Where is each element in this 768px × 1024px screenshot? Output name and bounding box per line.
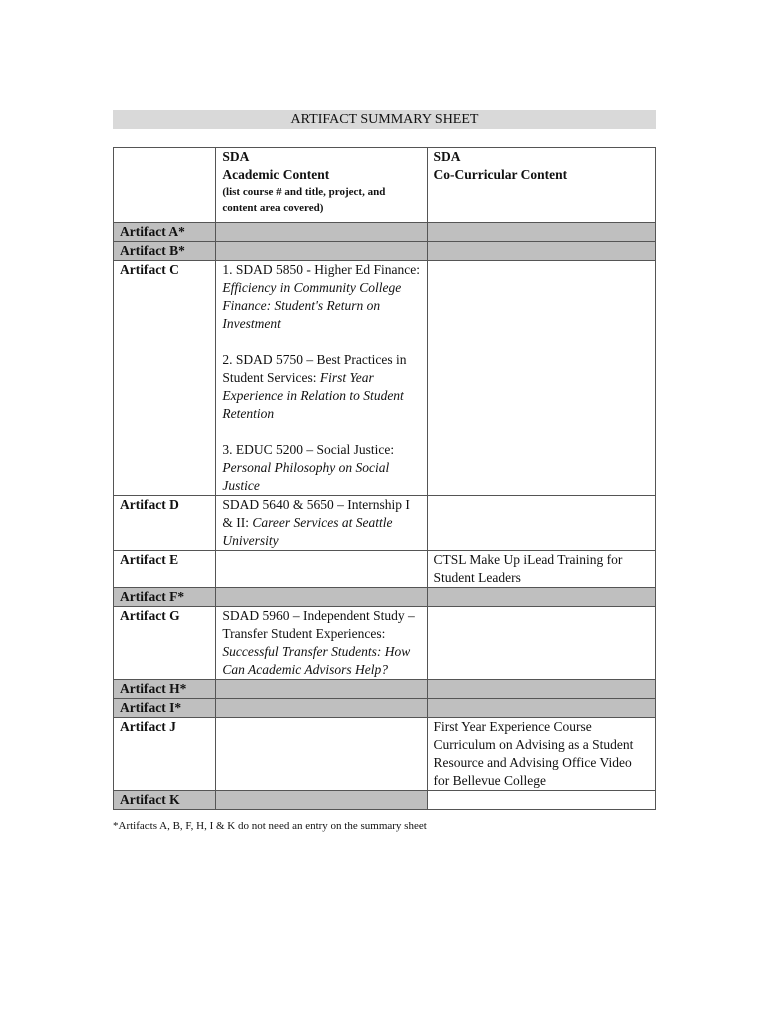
artifact-i-academic [216,699,427,718]
artifact-c-cocurricular [427,261,655,496]
table-row-artifact-h [114,680,656,699]
artifact-c-entry-1-title: Efficiency in Community College Finance: Student's Return on Investment [222,280,402,331]
header-academic-instructions: (list course # and title, project, and content area covered) [222,186,386,214]
artifact-c-label: Artifact C [114,261,216,496]
artifact-g-label: Artifact G [114,607,216,680]
artifact-e-academic [216,551,427,588]
artifact-summary-table [113,147,656,810]
artifact-d-cocurricular [427,496,655,551]
header-academic-cell [216,148,427,223]
artifact-c-academic [216,261,427,496]
artifact-i-cocurricular [427,699,655,718]
table-header-row [114,148,656,223]
artifact-g-course: SDAD 5960 – Independent Study – Transfer Student Experiences: [222,608,415,641]
artifact-f-cocurricular [427,588,655,607]
artifact-h-label: Artifact H* [114,680,216,699]
table-row-artifact-a [114,223,656,242]
page-title: ARTIFACT SUMMARY SHEET [113,110,656,129]
artifact-d-academic [216,496,427,551]
table-row-artifact-c [114,261,656,496]
artifact-c-entry-3 [222,441,420,495]
artifact-k-cocurricular [427,791,655,810]
artifact-c-entry-2-course: 2. SDAD 5750 – Best Practices in Student Services: [222,352,407,385]
artifact-c-entry-1 [222,261,420,333]
artifact-a-academic [216,223,427,242]
header-empty-cell [114,148,216,223]
artifact-j-cocurricular: First Year Experience Course Curriculum on Advising as a Student Resource and Advising Office Video for Bellevue College [427,718,655,791]
artifact-b-academic [216,242,427,261]
artifact-e-cocurricular: CTSL Make Up iLead Training for Student Leaders [427,551,655,588]
artifact-j-academic [216,718,427,791]
artifact-a-cocurricular [427,223,655,242]
artifact-k-academic [216,791,427,810]
artifact-c-entry-3-title: Personal Philosophy on Social Justice [222,460,390,493]
table-row-artifact-g [114,607,656,680]
artifact-i-label: Artifact I* [114,699,216,718]
artifact-b-cocurricular [427,242,655,261]
artifact-c-entry-1-course: 1. SDAD 5850 - Higher Ed Finance: [222,262,420,277]
artifact-g-title: Successful Transfer Students: How Can Academic Advisors Help? [222,644,411,677]
footnote: *Artifacts A, B, F, H, I & K do not need an entry on the summary sheet [113,820,427,832]
table-row-artifact-e [114,551,656,588]
table-row-artifact-k [114,791,656,810]
artifact-g-academic [216,607,427,680]
header-cocurricular-title: Co-Curricular Content [433,167,568,182]
header-cocurricular-cell [427,148,655,223]
header-cocurricular-sda: SDA [433,149,461,164]
artifact-d-label: Artifact D [114,496,216,551]
header-academic-title: Academic Content [222,167,330,182]
artifact-f-label: Artifact F* [114,588,216,607]
table-row-artifact-b [114,242,656,261]
artifact-h-cocurricular [427,680,655,699]
artifact-c-entry-3-course: 3. EDUC 5200 – Social Justice: [222,442,395,457]
artifact-f-academic [216,588,427,607]
artifact-c-entry-2 [222,351,420,423]
artifact-d-title: Career Services at Seattle University [222,515,393,548]
table-row-artifact-d [114,496,656,551]
artifact-g-cocurricular [427,607,655,680]
artifact-b-label: Artifact B* [114,242,216,261]
artifact-e-label: Artifact E [114,551,216,588]
table-row-artifact-i [114,699,656,718]
artifact-k-label: Artifact K [114,791,216,810]
artifact-a-label: Artifact A* [114,223,216,242]
artifact-d-course: SDAD 5640 & 5650 – Internship I & II: [222,497,410,530]
artifact-c-entry-2-title: First Year Experience in Relation to Student Retention [222,370,404,421]
table-row-artifact-j [114,718,656,791]
header-academic-sda: SDA [222,149,250,164]
table-row-artifact-f [114,588,656,607]
artifact-h-academic [216,680,427,699]
artifact-j-label: Artifact J [114,718,216,791]
